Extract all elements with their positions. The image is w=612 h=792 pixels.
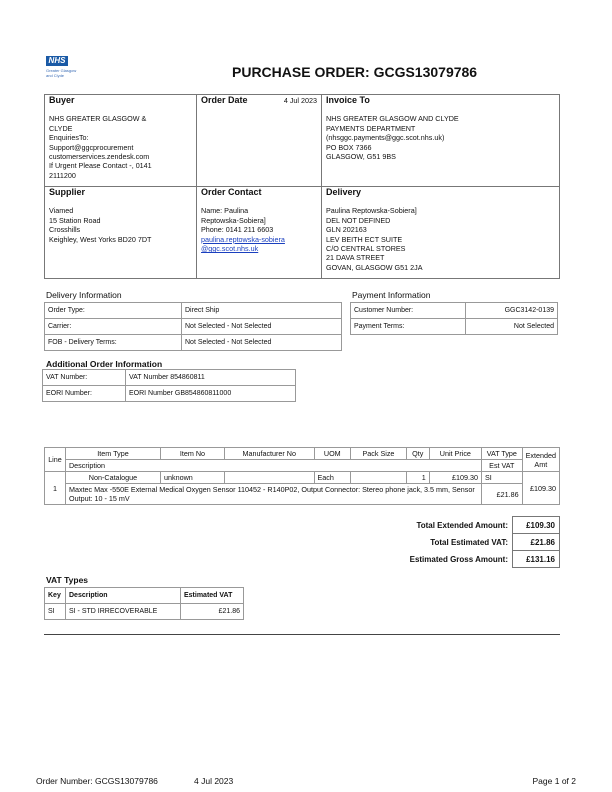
additional-info-table (42, 369, 296, 402)
buyer-label: Buyer (49, 95, 75, 105)
buyer-line: NHS GREATER GLASGOW & (49, 114, 147, 124)
delivery-line: GLN 202163 (326, 225, 367, 235)
buyer-line: Support@ggcprocurement (49, 142, 134, 152)
buyer-line: CLYDE (49, 123, 73, 133)
vat-key: SI (45, 604, 66, 620)
col-header-line: Line (45, 448, 66, 472)
total-value: £109.30 (513, 517, 560, 534)
footer-page-number: Page 1 of 2 (532, 776, 576, 786)
contact-line: Phone: 0141 211 6603 (201, 225, 274, 235)
additional-info-value: VAT Number 854860811 (126, 370, 296, 386)
order-date-label: Order Date (201, 95, 248, 105)
additional-info-label: VAT Number: (43, 370, 126, 386)
totals-table (372, 516, 560, 568)
delivery-info-title: Delivery Information (46, 290, 122, 300)
item-extended-amt: £109.30 (522, 472, 559, 505)
additional-info-title: Additional Order Information (46, 359, 163, 369)
footer-order-number: Order Number: GCGS13079786 (36, 776, 158, 786)
item-uom: Each (314, 472, 351, 484)
item-description: Maxtec Max -550E External Medical Oxygen Sensor 110452 - R140P02, Output Connector: Stereo phone jack, 3.5 mm, Sensor Output: 10 - 15 mV (65, 484, 481, 505)
col-header-extended-amt: Extended Amt (522, 448, 559, 472)
payment-info-title: Payment Information (352, 290, 431, 300)
col-header-vat-type: VAT Type (481, 448, 522, 460)
vat-types-title: VAT Types (46, 575, 89, 585)
contact-line: Name: Paulina (201, 206, 249, 216)
invoice-line: (nhsggc.payments@ggc.scot.nhs.uk) (326, 133, 445, 143)
page-title: PURCHASE ORDER: GCGS13079786 (232, 64, 478, 80)
additional-info-value: EORI Number GB854860811000 (126, 386, 296, 402)
delivery-info-value: Direct Ship (182, 303, 342, 319)
table-row-description (45, 484, 560, 505)
delivery-line: GOVAN, GLASGOW G51 2JA (326, 262, 423, 272)
supplier-line: Viamed (49, 206, 74, 216)
footer-date: 4 Jul 2023 (194, 776, 234, 786)
order-date-cell (197, 95, 322, 187)
col-header-manufacturer-no: Manufacturer No (224, 448, 314, 460)
buyer-line: If Urgent Please Contact -, 0141 (49, 161, 152, 171)
payment-info-value: GGC3142-0139 (466, 303, 558, 319)
delivery-cell (322, 187, 560, 279)
vat-col-key: Key (45, 588, 66, 604)
item-manufacturer-no (224, 472, 314, 484)
item-unit-price: £109.30 (429, 472, 481, 484)
nhs-logo (46, 56, 82, 88)
supplier-line: Crosshills (49, 225, 81, 235)
delivery-line: Paulina Reptowska-Sobiera] (326, 206, 417, 216)
delivery-info-label: Order Type: (45, 303, 182, 319)
delivery-info-value: Not Selected - Not Selected (182, 319, 342, 335)
delivery-line: 21 DAVA STREET (326, 253, 385, 263)
total-value: £21.86 (513, 534, 560, 551)
buyer-line: customerservices.zendesk.com (49, 152, 150, 162)
invoice-line: GLASGOW, G51 9BS (326, 152, 396, 162)
nhs-logo-mark: NHS (46, 56, 68, 66)
line-items-table (44, 447, 560, 505)
delivery-info-value: Not Selected - Not Selected (182, 335, 342, 351)
vat-types-table (44, 587, 244, 620)
supplier-cell (45, 187, 197, 279)
nhs-logo-subtitle: Greater Glasgow and Clyde (46, 68, 77, 78)
col-header-item-no: Item No (160, 448, 224, 460)
table-row (45, 604, 244, 620)
invoice-line: NHS GREATER GLASGOW AND CLYDE (326, 114, 459, 124)
col-header-est-vat: Est VAT (481, 460, 522, 472)
supplier-line: 15 Station Road (49, 215, 101, 225)
buyer-line: 2111200 (49, 170, 76, 180)
order-date-value: 4 Jul 2023 (283, 96, 317, 105)
vat-estimated: £21.86 (181, 604, 244, 620)
supplier-line: Keighley, West Yorks BD20 7DT (49, 234, 152, 244)
col-header-item-type: Item Type (65, 448, 160, 460)
invoice-to-label: Invoice To (326, 95, 370, 105)
vat-col-estimated: Estimated VAT (181, 588, 244, 604)
delivery-line: C/O CENTRAL STORES (326, 244, 406, 254)
item-est-vat: £21.86 (481, 484, 522, 505)
buyer-line: EnquiriesTo: (49, 133, 89, 143)
table-row (45, 472, 560, 484)
col-header-pack-size: Pack Size (351, 448, 407, 460)
item-pack-size (351, 472, 407, 484)
payment-info-value: Not Selected (466, 319, 558, 335)
delivery-info-table (44, 302, 342, 351)
col-header-uom: UOM (314, 448, 351, 460)
delivery-info-label: Carrier: (45, 319, 182, 335)
contact-email-link-domain[interactable]: @ggc.scot.nhs.uk (201, 244, 259, 254)
item-vat-type: SI (481, 472, 522, 484)
contact-email-link[interactable]: paulina.reptowska-sobiera (201, 234, 285, 244)
vat-description: SI - STD IRRECOVERABLE (66, 604, 181, 620)
payment-info-table (350, 302, 558, 335)
total-value: £131.16 (513, 551, 560, 568)
invoice-line: PO BOX 7366 (326, 142, 372, 152)
order-contact-cell (197, 187, 322, 279)
item-line: 1 (45, 472, 66, 505)
payment-info-label: Payment Terms: (351, 319, 466, 335)
order-contact-label: Order Contact (201, 187, 262, 197)
delivery-label: Delivery (326, 187, 362, 197)
item-qty: 1 (406, 472, 429, 484)
supplier-label: Supplier (49, 187, 86, 197)
item-no: unknown (160, 472, 224, 484)
payment-info-label: Customer Number: (351, 303, 466, 319)
address-grid (44, 94, 560, 279)
total-label: Estimated Gross Amount: (409, 554, 508, 564)
total-label: Total Extended Amount: (416, 520, 508, 530)
contact-line: Reptowska-Sobiera] (201, 215, 266, 225)
vat-col-description: Description (66, 588, 181, 604)
col-header-qty: Qty (406, 448, 429, 460)
col-header-description: Description (65, 460, 481, 472)
buyer-cell (45, 95, 197, 187)
col-header-unit-price: Unit Price (429, 448, 481, 460)
invoice-to-cell (322, 95, 560, 187)
delivery-line: LEV BEITH ECT SUITE (326, 234, 403, 244)
delivery-line: DEL NOT DEFINED (326, 215, 391, 225)
additional-info-label: EORI Number: (43, 386, 126, 402)
invoice-line: PAYMENTS DEPARTMENT (326, 123, 416, 133)
delivery-info-label: FOB - Delivery Terms: (45, 335, 182, 351)
total-label: Total Estimated VAT: (430, 537, 508, 547)
item-type: Non-Catalogue (65, 472, 160, 484)
section-divider (44, 634, 560, 635)
